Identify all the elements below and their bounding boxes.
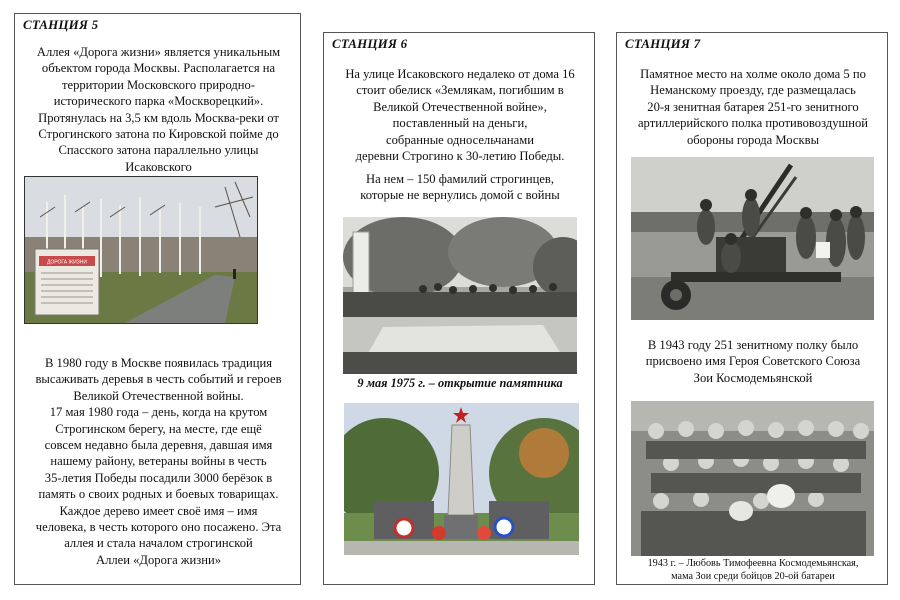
birch-alley-photo (24, 176, 258, 324)
sign-title: ДОРОГА ЖИЗНИ (47, 259, 87, 266)
obelisk-photo (344, 403, 579, 555)
opening-ceremony-photo (343, 217, 577, 374)
station-7-honor: В 1943 году 251 зенитному полку было присвоено имя Героя Советского Союза Зои Космодемьянской (645, 338, 861, 385)
station-5-intro: Аллея «Дорога жизни» является уникальным объектом города Москвы. Располагается на территории Московского природно- исторического парка «Москворецкий». Протянулась на 3,5 км вдоль Москва-реки от Строгинского затона по Кировской пойме до Спасского затона параллельно улицы Исаковского (36, 45, 281, 174)
station-5-body: В 1980 году в Москве появилась традиция высаживать деревья в честь событий и героев Великой Отечественной войны. 17 мая 1980 года – день, когда на крутом Строгинском берегу, на месте, где ещё совсем недавно была деревня, давшая имя нашему району, ветераны войны в честь 35-летия Победы посадили 3000 берёзок в память о своих родных и боевых товарищах. Каждое дерево имеет своё имя – имя человека, в честь которого оно посажено. Эта аллея и стала началом строгинской Аллеи «Дорога жизни» (35, 356, 282, 567)
battery-soldiers-photo (631, 401, 874, 556)
station-5-panel (14, 13, 301, 585)
station-7-panel (616, 32, 888, 585)
station-6-title: СТАНЦИЯ 6 (332, 36, 408, 51)
station-6-intro: На улице Исаковского недалеко от дома 16 стоит обелиск «Землякам, погибшим в Великой Отечественной войне», поставленный на деньги, собранные односельчанами деревни Строгино к 30-летию Победы. (345, 67, 575, 164)
anti-aircraft-gun-photo (631, 157, 874, 320)
station-6-panel (323, 32, 595, 585)
caption-opening: 9 мая 1975 г. – открытие памятника (357, 376, 563, 390)
station-5-title: СТАНЦИЯ 5 (23, 17, 99, 32)
caption-kosmodemyanskaya: 1943 г. – Любовь Тимофеевна Космодемьянская, мама Зои среди бойцов 20-ой батареи (647, 558, 859, 582)
station-6-names: На нем – 150 фамилий строгинцев, которые не вернулись домой с войны (360, 172, 560, 203)
station-7-intro: Памятное место на холме около дома 5 по Неманскому проезду, где размещалась 20-я зенитная батарея 251-го зенитного артиллерийского полка противовоздушной обороны города Москвы (637, 67, 869, 147)
station-7-title: СТАНЦИЯ 7 (625, 36, 701, 51)
